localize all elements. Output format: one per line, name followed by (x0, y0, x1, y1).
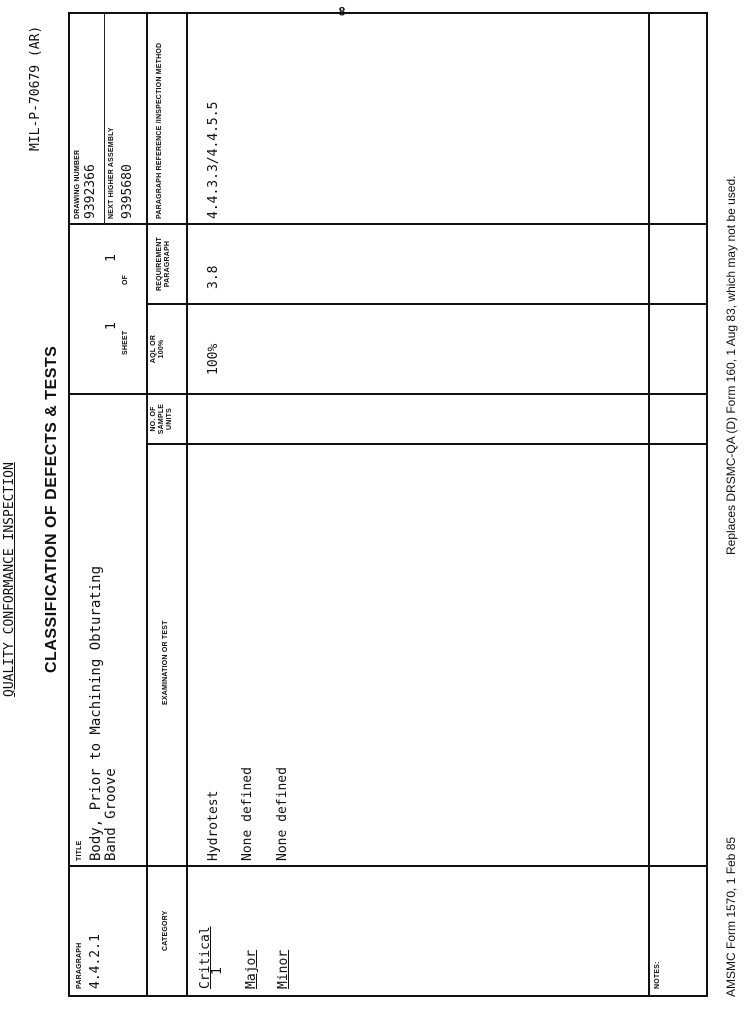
drawing-number-label: DRAWING NUMBER (74, 149, 81, 219)
notes-label: NOTES: (654, 961, 661, 989)
title-label: TITLE (76, 840, 83, 861)
row-category-major: Major (244, 949, 259, 989)
row-aql: 100% (206, 343, 221, 375)
form-table (68, 12, 708, 997)
header-divider (146, 14, 148, 995)
divider-v (146, 303, 708, 305)
row-exam-major: None defined (240, 767, 255, 861)
paragraph-value: 4.4.2.1 (88, 934, 103, 989)
divider-v (70, 865, 146, 867)
notes-divider (648, 14, 650, 995)
col-para-ref: PARAGRAPH REFERENCE /INSPECTION METHOD (156, 42, 163, 219)
sheet-total: 1 (104, 254, 119, 262)
divider-h (146, 395, 147, 445)
row-exam-hydrotest: Hydrotest (206, 790, 221, 861)
row-category-critical-sub: 1 (210, 967, 225, 975)
col-sample-units: NO. OF SAMPLE UNITS (150, 403, 173, 435)
divider-v (146, 865, 708, 867)
drawing-number-value: 9392366 (83, 164, 98, 219)
title-line2: Band Groove (103, 768, 119, 861)
title-line1: Body, Prior to Machining Obturating (88, 565, 104, 861)
col-req-paragraph: REQUIREMENT PARAGRAPH (156, 237, 171, 291)
next-assembly-value: 9395680 (120, 164, 135, 219)
footer-form-id: AMSMC Form 1570, 1 Feb 85 (724, 836, 738, 997)
paragraph-label: PARAGRAPH (76, 942, 83, 989)
row-ref: 4.4.3.3/4.4.5.5 (206, 101, 221, 219)
of-label: OF (122, 274, 129, 285)
spec-id: MIL-P-70679 (AR) (28, 25, 43, 151)
column-header-divider (186, 14, 188, 995)
top-title: QUALITY CONFORMANCE INSPECTION (2, 462, 17, 697)
row-category-critical: Critical (198, 926, 213, 989)
footer-replaces-note: Replaces DRSMC-QA (D) Form 160, 1 Aug 83, which may not be used. (724, 175, 738, 555)
divider-v (146, 443, 708, 445)
row-category-minor: Minor (276, 949, 291, 989)
main-title: CLASSIFICATION OF DEFECTS & TESTS (43, 345, 60, 673)
divider-h (104, 14, 105, 225)
row-req: 3.8 (206, 265, 221, 289)
col-exam: EXAMINATION OR TEST (162, 620, 169, 705)
row-exam-minor: None defined (275, 767, 290, 861)
sheet-number: 1 (104, 322, 119, 330)
next-assembly-label: NEXT HIGHER ASSEMBLY (108, 127, 115, 219)
divider-v (146, 393, 708, 395)
page-number: 8 (338, 4, 346, 19)
divider-v (146, 223, 708, 225)
col-category: CATEGORY (162, 910, 169, 951)
col-aql: AQL OR 100% (150, 334, 165, 364)
sheet-label: SHEET (122, 330, 129, 355)
